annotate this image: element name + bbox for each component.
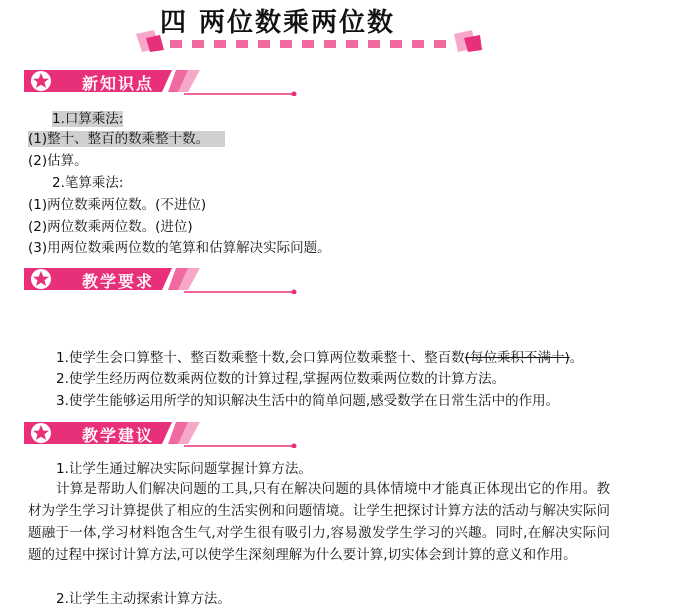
requirement-2: 2.使学生经历两位数乘两位数的计算过程,掌握两位数乘两位数的计算方法。 bbox=[56, 371, 506, 387]
star-icon bbox=[31, 423, 51, 443]
knowledge-line-5: (1)两位数乘两位数。(不进位) bbox=[28, 197, 207, 213]
knowledge-line-3: (2)估算。 bbox=[28, 153, 88, 169]
title-decoration bbox=[130, 30, 490, 54]
knowledge-line-1: 1.口算乘法: bbox=[52, 111, 124, 127]
star-icon bbox=[31, 71, 51, 91]
suggestion-2: 2.让学生主动探索计算方法。 bbox=[56, 591, 231, 607]
requirement-1: 1.使学生会口算整十、整百数乘整十数,会口算两位数乘整十、整百数(每位乘积不满十)。 bbox=[56, 350, 584, 366]
suggestion-1: 1.让学生通过解决实际问题掌握计算方法。 bbox=[56, 461, 312, 477]
section-heading: 教学要求 bbox=[82, 272, 155, 291]
section-heading: 新知识点 bbox=[82, 74, 155, 93]
section-banner-requirements bbox=[24, 266, 304, 294]
requirement-3: 3.使学生能够运用所学的知识解决生活中的简单问题,感受数学在日常生活中的作用。 bbox=[56, 393, 560, 409]
knowledge-line-6: (2)两位数乘两位数。(进位) bbox=[28, 219, 193, 235]
page-title: 四 两位数乘两位数 bbox=[160, 8, 396, 38]
suggestion-paragraph: 计算是帮助人们解决问题的工具,只有在解决问题的具体情境中才能真正体现出它的作用。教材为学生学习计算提供了相应的生活实例和问题情境。让学生把探讨计算方法的活动与解决实际问题融于一体,学习材料饱含生气,对学生很有吸引力,容易激发学生学习的兴趣。同时,在解决实际问题的过程中探讨计算方法,可以使学生深刻理解为什么要计算,切实体会到计算的意义和作用。 bbox=[28, 481, 610, 563]
section-banner-suggestions bbox=[24, 420, 304, 448]
section-heading: 教学建议 bbox=[82, 426, 155, 445]
section-banner-knowledge bbox=[24, 68, 304, 96]
knowledge-line-4: 2.笔算乘法: bbox=[52, 175, 124, 191]
knowledge-line-2: (1)整十、整百的数乘整十数。 bbox=[28, 129, 225, 149]
star-icon bbox=[31, 269, 51, 289]
knowledge-line-7: (3)用两位数乘两位数的笔算和估算解决实际问题。 bbox=[28, 240, 331, 256]
